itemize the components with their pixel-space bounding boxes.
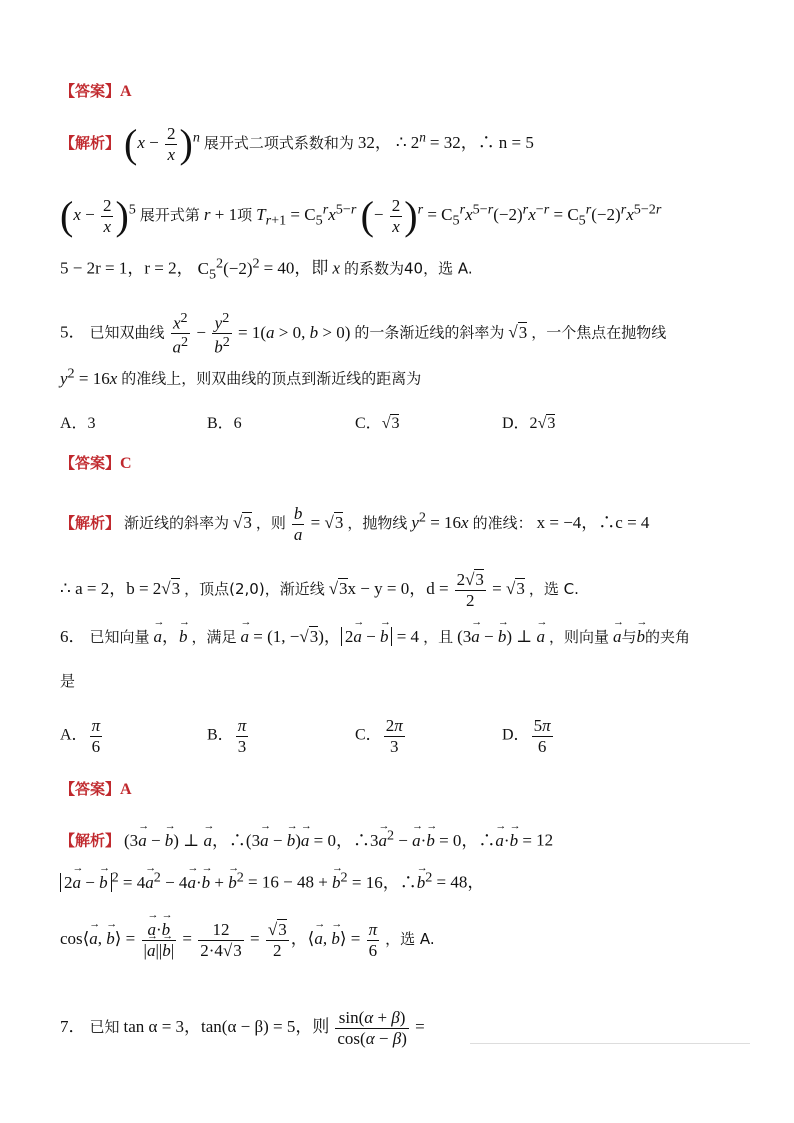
answer-label: 【答案】 (60, 454, 121, 472)
answer-value: A (120, 781, 132, 798)
question-text: ，满足 (191, 628, 237, 646)
analysis-text: 渐近线的斜率为 (124, 513, 230, 532)
analysis-text: 项 (237, 205, 253, 224)
question-text: tan α = 3，tan(α − β) = 5，则 (123, 1016, 330, 1036)
analysis-1-line-1: 【解析】 (x − $\frac{2}{x}$ )$^n$ 展开式二项式系数和为 32， ∴ 2$^n$ = 32，∴ n = 5 (60, 121, 534, 167)
question-text: 已知向量 (89, 628, 150, 646)
analysis-text: ，顶点(2,0)，渐近线 (184, 579, 325, 598)
question-number: 6． (60, 627, 86, 646)
value-32: 32 (357, 132, 375, 152)
therefore-symbol: ∴ (395, 132, 407, 152)
equation: ∴ a = 2，b = 2 (60, 578, 162, 598)
analysis-label: 【解析】 (60, 831, 121, 850)
question-text: ，一个焦点在抛物线 (531, 323, 667, 342)
question-text: 是 (60, 672, 76, 690)
analysis-text: 的系数为40，选 A. (343, 259, 473, 278)
equation: = 16 − 48 + (248, 872, 328, 892)
analysis-6-line-2: 2→ a − → b $^2 = 4\to a^2 - 4\to a\cdot\to b$ + → $b^2 = 16 - 48$ + → $b^2 = 16$，∴→ $b^2 = 48$， (60, 870, 484, 892)
value-12: 12 (536, 830, 554, 850)
question-7-line-1: 7． 已知 tan α = 3，tan(α − β) = 5，则 $\frac{\sin(\alpha + \beta)}{\cos(\alpha - \beta)}$ = (60, 1008, 425, 1048)
question-text: 已知双曲线 (89, 323, 165, 342)
question-5-line-2: $y^2 = 16x$ 的准线上，则双曲线的顶点到渐近线的距离为 (60, 365, 422, 388)
analysis-text: ，选 C. (528, 579, 579, 598)
equation: x − y = 0，d = (347, 578, 449, 598)
question-number: 5． (60, 322, 86, 342)
analysis-text: 展开式二项式系数和为 (203, 133, 354, 152)
analysis-label: 【解析】 (60, 133, 121, 152)
question-5-line-1: 5． 已知双曲线 $\frac{x^2}{a^2}$ − $\frac{y^2}{b^2}$ = 1(a > 0, b > 0) 的一条渐近线的斜率为 √3 ，一个焦点在抛物线 (60, 310, 667, 357)
equation: = 48， (436, 872, 485, 892)
option-d[interactable]: D．2√3 (502, 415, 556, 432)
answer-value: A (120, 83, 132, 100)
question-text: 已知 (89, 1017, 120, 1036)
analysis-text: = 40，即 (263, 258, 329, 278)
analysis-text: 展开式第 (139, 205, 200, 224)
analysis-5-line-1: 【解析】 渐近线的斜率为 √3 ，则 $\frac{b}{a}$ = √3 ，抛物线 $y^2 = 16x$ 的准线： x = −4，∴c = 4 (60, 504, 650, 544)
answer-value: C (120, 455, 132, 472)
result-n: n = 5 (498, 132, 534, 152)
question-text: ，且 (423, 628, 454, 646)
bottom-rule (470, 1043, 750, 1044)
general-term-formula: $T_{r+1} = C_5^rx^{5-r}$ (− $\frac{2}{x}$ )$^r = C_5^rx^{5-r}(-2)^rx^{-r} = C_5^r(-2)^rx^{5-2r}$ (256, 193, 662, 239)
analysis-6-line-1: 【解析】 (3→ a − → b) ⊥ → a，∴(3→ a − → b)→ a = 0，∴3→ $a^2$ − → a·→ b = 0，∴→ a·→ b = 12 (60, 828, 553, 850)
analysis-text: ，则 (255, 513, 286, 532)
option-d[interactable]: D． $\frac{5\pi}{6}$ (502, 716, 551, 756)
equation: 5 − 2r = 1，r = 2， (60, 258, 194, 278)
option-b[interactable]: B．6 (207, 415, 242, 432)
option-c[interactable]: C．√3 (355, 415, 400, 432)
question-text: ，则向量 (549, 628, 610, 646)
analysis-text: ，抛物线 (347, 513, 408, 532)
binomial-expr-5: (x − $\frac{2}{x}$ )$^5$ (60, 193, 136, 239)
analysis-text: 的准线： (472, 513, 533, 532)
option-c[interactable]: C． $\frac{2\pi}{3}$ (355, 716, 403, 756)
answer-line-5 (60, 456, 132, 472)
analysis-6-line-3: cos⟨→ a, → b⟩ = → $\frac{a\cdot\to b}{|\to a||\to b|}$ = $\frac{12}{2\cdot 4√3}$ = $\frac{√3}{2}$ ，⟨→ a, → b⟩ = $\frac{\pi}{6}$ ，选 A. (60, 920, 435, 960)
question-text: 的准线上，则双曲线的顶点到渐近线的距离为 (121, 369, 422, 388)
analysis-1-line-2: (x − $\frac{2}{x}$ )$^5$ 展开式第 r + 1项 $T_{r+1} = C_5^rx^{5-r}$ (− $\frac{2}{x}$ )$^r = C_5^rx^{5-r}(-2)^rx^{-r} = C_5^r(-2)^rx^{5-2r}$ (60, 193, 662, 239)
power-base: 2 (410, 132, 420, 152)
option-a[interactable]: A．3 (60, 415, 96, 432)
hyperbola-equation: $\frac{x^2}{a^2}$ − $\frac{y^2}{b^2}$ = 1(a > 0, b > 0) (172, 310, 351, 357)
question-6-line-2 (60, 674, 75, 690)
option-a[interactable]: A． $\frac{\pi}{6}$ (60, 716, 101, 756)
equation: x = −4，∴c = 4 (536, 512, 650, 532)
analysis-label: 【解析】 (60, 513, 121, 532)
question-text: 的一条渐近线的斜率为 (354, 323, 505, 342)
answer-line-6 (60, 782, 132, 798)
answer-line-1 (60, 84, 132, 100)
question-6-line-1: 6． 已知向量 → a，→ b ，满足 → a = (1, −√3)， 2→ a − → b = 4 ，且 (3→ a − → b) ⊥ → a ，则向量 → a与→ b的夹角 (60, 628, 690, 646)
analysis-text: ，选 A. (385, 929, 435, 948)
binomial-expr: (x − $\frac{2}{x}$ )$^n$ (124, 121, 200, 167)
answer-label: 【答案】 (60, 780, 121, 798)
question-text: 与 (621, 628, 637, 646)
option-b[interactable]: B． $\frac{\pi}{3}$ (207, 716, 247, 756)
question-number: 7． (60, 1016, 86, 1036)
equation: = 32 (429, 132, 461, 152)
question-text: 的夹角 (645, 628, 691, 646)
analysis-5-line-2: ∴ a = 2，b = 2√3 ，顶点(2,0)，渐近线 √3x − y = 0，d = $\frac{2√3}{2}$ = √3 ，选 C. (60, 570, 579, 610)
analysis-1-line-3: 5 − 2r = 1，r = 2， $C_5^2(-2)^2 = 40$，即 x 的系数为40，选 A. (60, 255, 473, 283)
answer-label: 【答案】 (60, 82, 121, 100)
